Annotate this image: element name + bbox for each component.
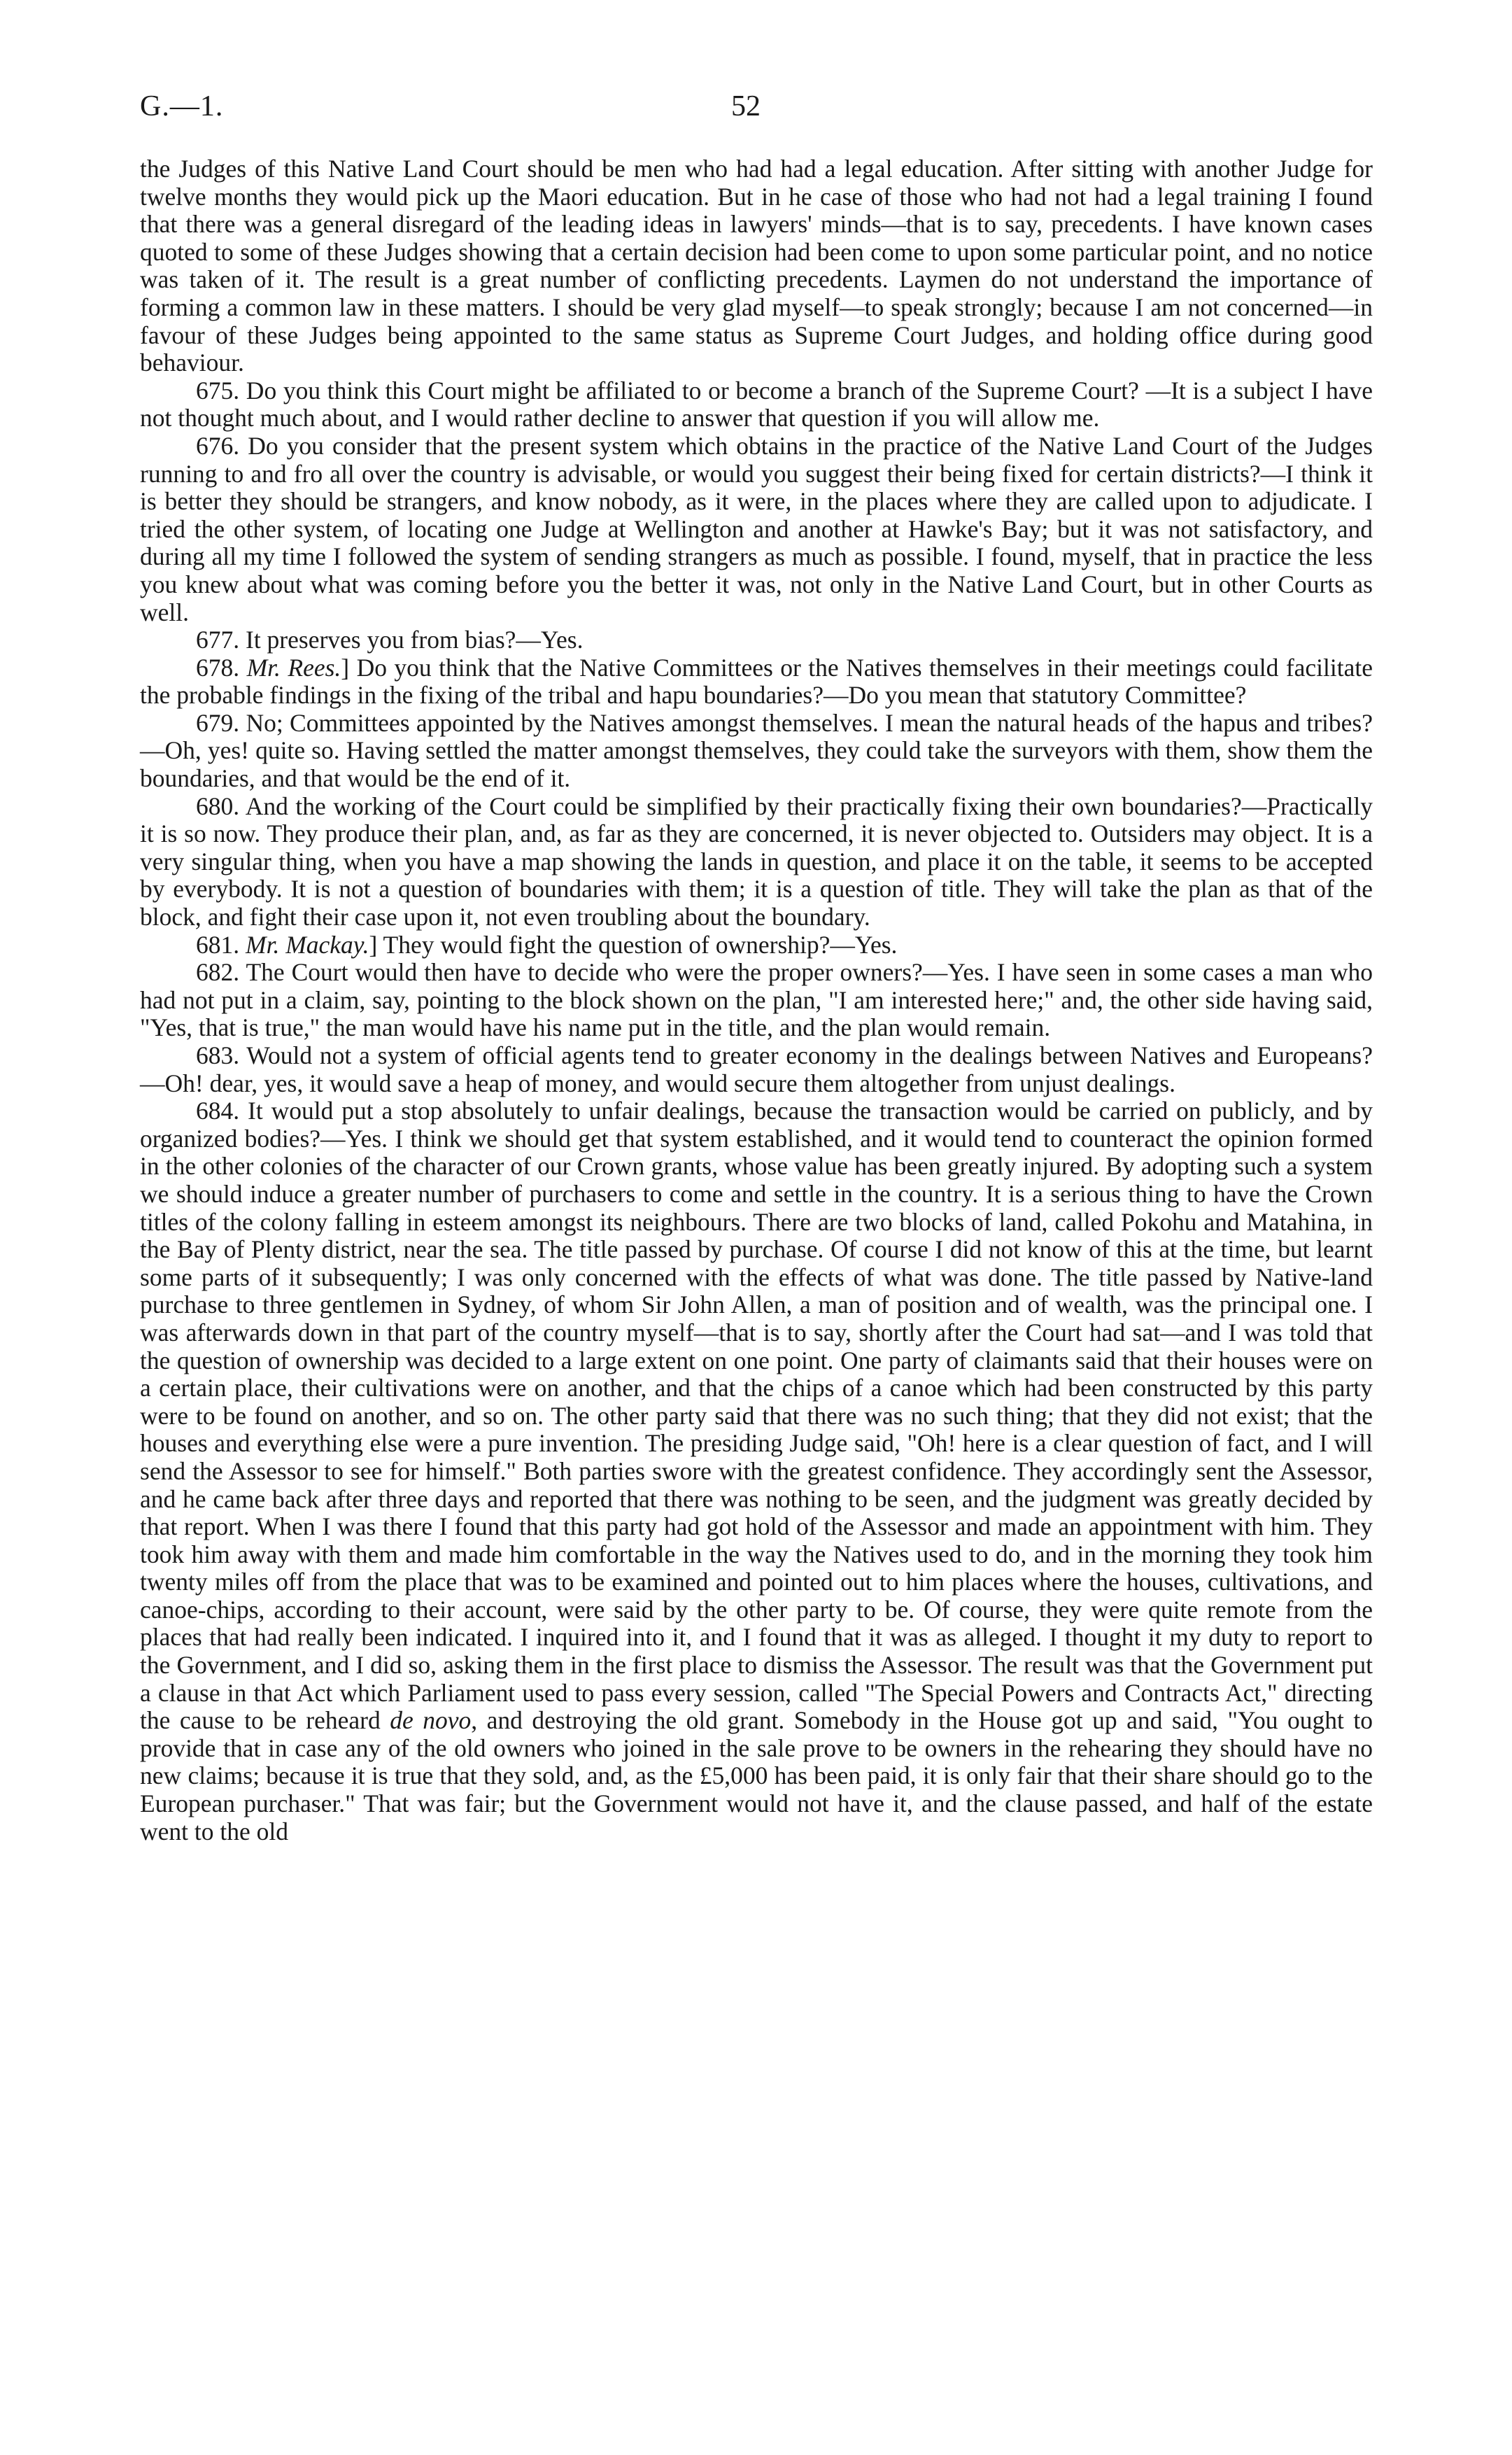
document-reference: G.—1.	[140, 90, 224, 122]
question-676: 676. Do you consider that the present system which obtains in the practice of the Native Land Court of the Judges running to and fro all over the country is advisable, or would you suggest their being fixed for certain districts?—I think it is better they should be strangers, and know nobody, as it were, in the places where they are called upon to adjudicate. I tried the other system, of locating one Judge at Wellington and another at Hawke's Bay; but it was not satisfactory, and during all my time I followed the system of sending strangers as much as possible. I found, myself, that in practice the less you knew about what was coming before you the better it was, not only in the Native Land Court, but in other Courts as well.	[140, 431, 1373, 626]
question-number: 681.	[196, 930, 240, 959]
speaker-name: Mr. Mackay.	[246, 930, 369, 959]
question-text: ] They would fight the question of ownership?—Yes.	[369, 930, 898, 959]
question-683: 683. Would not a system of official agents tend to greater economy in the dealings between Natives and Europeans?—Oh! dear, yes, it would save a heap of money, and would secure them altogether from unjust dealings.	[140, 1041, 1373, 1097]
question-678	[140, 654, 1373, 710]
paragraph-continuation: the Judges of this Native Land Court should be men who had had a legal education. After sitting with another Judge for twelve months they would pick up the Maori education. But in he case of those who had not had a legal training I found that there was a general disregard of the leading ideas in lawyers' minds—that is to say, precedents. I have known cases quoted to some of these Judges showing that a certain decision had been come to upon some particular point, and no notice was taken of it. The result is a great number of conflicting precedents. Laymen do not understand the importance of forming a common law in these matters. I should be very glad myself—to speak strongly; because I am not concerned—in favour of these Judges being appointed to the same status as Supreme Court Judges, and holding office during good behaviour.	[140, 155, 1373, 377]
page-number: 52	[731, 90, 761, 122]
body-text	[140, 155, 1373, 1845]
latin-phrase: de novo	[390, 1706, 472, 1735]
question-679: 679. No; Committees appointed by the Natives amongst themselves. I mean the natural heads of the hapus and tribes?—Oh, yes! quite so. Having settled the matter amongst themselves, they could take the surveyors with them, show them the boundaries, and that would be the end of it.	[140, 708, 1373, 793]
page-header	[140, 90, 1371, 132]
question-text: ] Do you think that the Native Committees or the Natives themselves in their meetings could facilitate the probable findings in the fixing of the tribal and hapu boundaries?—Do you mean that statutory Committee?	[140, 653, 1373, 710]
speaker-name: Mr. Rees.	[246, 653, 341, 682]
question-number: 678.	[196, 653, 240, 682]
question-text-part-a: 684. It would put a stop absolutely to unfair dealings, because the transaction would be carried on publicly, and by organized bodies?—Yes. I think we should get that system established, and it would tend to counteract the opinion formed in the other colonies of the character of our Crown grants, whose value has been greatly injured. By adopting such a system we should induce a greater number of purchasers to come and settle in the country. It is a serious thing to have the Crown titles of the colony falling in esteem amongst its neighbours. There are two blocks of land, called Pokohu and Matahina, in the Bay of Plenty district, near the sea. The title passed by purchase. Of course I did not know of this at the time, but learnt some parts of it subsequently; I was only concerned with the effects of what was done. The title passed by Native-land purchase to three gentlemen in Sydney, of whom Sir John Allen, a man of position and of wealth, was the principal one. I was afterwards down in that part of the country myself—that is to say, shortly after the Court had sat—and I was told that the question of ownership was decided to a large extent on one point. One party of claimants said that their houses were on a certain place, their cultivations were on another, and that the chips of a canoe which had been constructed by this party were to be found on another, and so on. The other party said that there was no such thing; that they did not exist; that the houses and everything else were a pure invention. The presiding Judge said, "Oh! here is a clear question of fact, and I will send the Assessor to see for himself." Both parties swore with the greatest confidence. They accordingly sent the Assessor, and he came back after three days and reported that there was nothing to be seen, and the judgment was greatly decided by that report. When I was there I found that this party had got hold of the Assessor and made an appointment with him. They took him away with them and made him comfortable in the way the Natives used to do, and in the morning they took him twenty miles off from the place that was to be examined and pointed out to him places where the houses, cultivations, and canoe-chips, according to their account, were said by the other party to be. Of course, they were quite remote from the places that had really been indicated. I inquired into it, and I found that it was as alleged. I thought it my duty to report to the Government, and I did so, asking them in the first place to dismiss the Assessor. The result was that the Government put a clause in that Act which Parliament used to pass every session, called "The Special Powers and Contracts Act," directing the cause to be reheard	[140, 1097, 1373, 1735]
question-681	[140, 931, 1373, 959]
question-677: 677. It preserves you from bias?—Yes.	[196, 626, 584, 654]
question-680: 680. And the working of the Court could be simplified by their practically fixing their own boundaries?—Practically it is so now. They produce their plan, and, as far as they are concerned, it is never objected to. Outsiders may object. It is a very singular thing, when you have a map showing the lands in question, and place it on the table, it seems to be accepted by everybody. It is not a question of boundaries with them; it is a question of title. They will take the plan as that of the block, and fight their case upon it, not even troubling about the boundary.	[140, 792, 1373, 931]
question-682: 682. The Court would then have to decide who were the proper owners?—Yes. I have seen in some cases a man who had not put in a claim, say, pointing to the block shown on the plan, "I am interested here;" and, the other side having said, "Yes, that is true," the man would have his name put in the title, and the plan would remain.	[140, 958, 1373, 1042]
question-675: 675. Do you think this Court might be affiliated to or become a branch of the Supreme Court? —It is a subject I have not thought much about, and I would rather decline to answer that question if you will allow me.	[140, 376, 1373, 432]
question-text-part-b: , and destroying the old grant. Somebody in the House got up and said, "You ought to provide that in case any of the old owners who joined in the sale prove to be owners in the rehearing they should have no new claims; because it is true that they sold, and, as the £5,000 has been paid, it is only fair that their share should go to the European purchaser." That was fair; but the Government would not have it, and the clause passed, and half of the estate went to the old	[140, 1706, 1373, 1845]
question-684	[140, 1097, 1373, 1845]
